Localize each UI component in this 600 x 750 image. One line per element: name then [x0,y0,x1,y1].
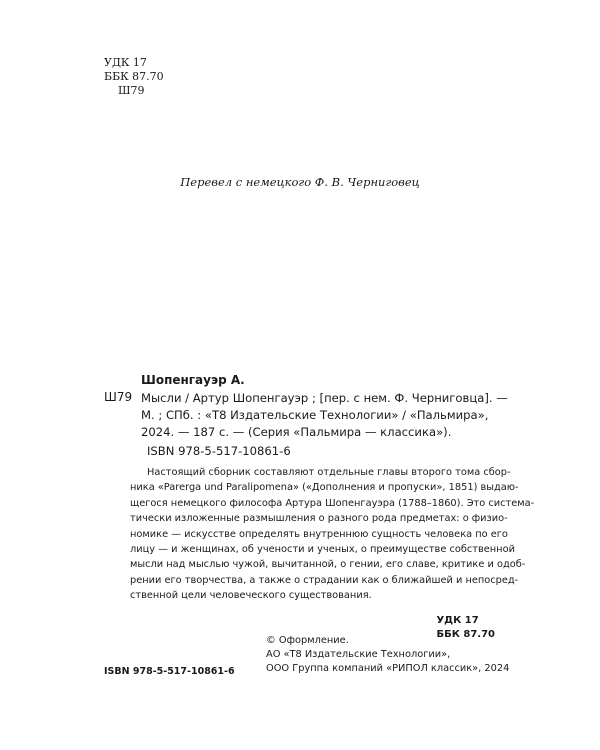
annotation-line: номике — искусстве определять внутреннюю сущность человека по его [130,528,508,540]
bottom-bbk-code: ББК 87.70 [436,629,495,640]
translator-credit: Перевел с немецкого Ф. В. Черниговец [180,175,420,189]
bottom-udk-code: УДК 17 [436,615,479,626]
author-heading: Шопенгауэр А. [141,373,245,387]
annotation-line: рении его творчества, а также о страдании как о ближайшей и непосред- [130,574,519,586]
copyright-block [266,634,509,676]
annotation-line: лицу — и женщинах, об учености и ученых, о преимуществе собственной [130,544,515,556]
copyright-line: © Оформление. [266,635,349,646]
card-signature: Ш79 [104,390,133,404]
bottom-isbn: ISBN 978-5-517-10861-6 [104,666,235,677]
copyright-line: ООО Группа компаний «РИПОЛ классик», 2024 [266,663,510,674]
copyright-line: АО «Т8 Издательские Технологии», [266,649,451,660]
annotation-line: щегося немецкого философа Артура Шопенгауэра (1788–1860). Это система- [130,497,535,509]
description-line: Мысли / Артур Шопенгауэр ; [пер. с нем. Ф. Черниговца]. — [141,391,508,405]
bbk-code: ББК 87.70 [104,70,164,83]
catalog-description [141,390,508,442]
annotation-line: ника «Parerga und Paralipomena» («Дополнения и пропуски», 1851) выдаю- [130,482,519,494]
author-mark: Ш79 [118,84,145,97]
annotation-line: тически изложенные размышления о разного рода предметах: о физио- [130,513,508,525]
description-line: 2024. — 187 с. — (Серия «Пальмира — классика»). [141,425,452,440]
card-isbn: ISBN 978-5-517-10861-6 [147,444,291,458]
annotation-line: мысли над мыслью чужой, вычитанной, о гении, его славе, критике и одоб- [130,559,526,571]
udk-code: УДК 17 [104,56,147,69]
annotation-line: ственной цели человеческого существования. [130,590,372,602]
annotation [130,465,535,604]
description-line: М. ; СПб. : «Т8 Издательские Технологии» / «Пальмира», [141,408,489,423]
annotation-line: Настоящий сборник составляют отдельные главы второго тома сбор- [147,467,511,478]
classification-codes [104,56,164,98]
